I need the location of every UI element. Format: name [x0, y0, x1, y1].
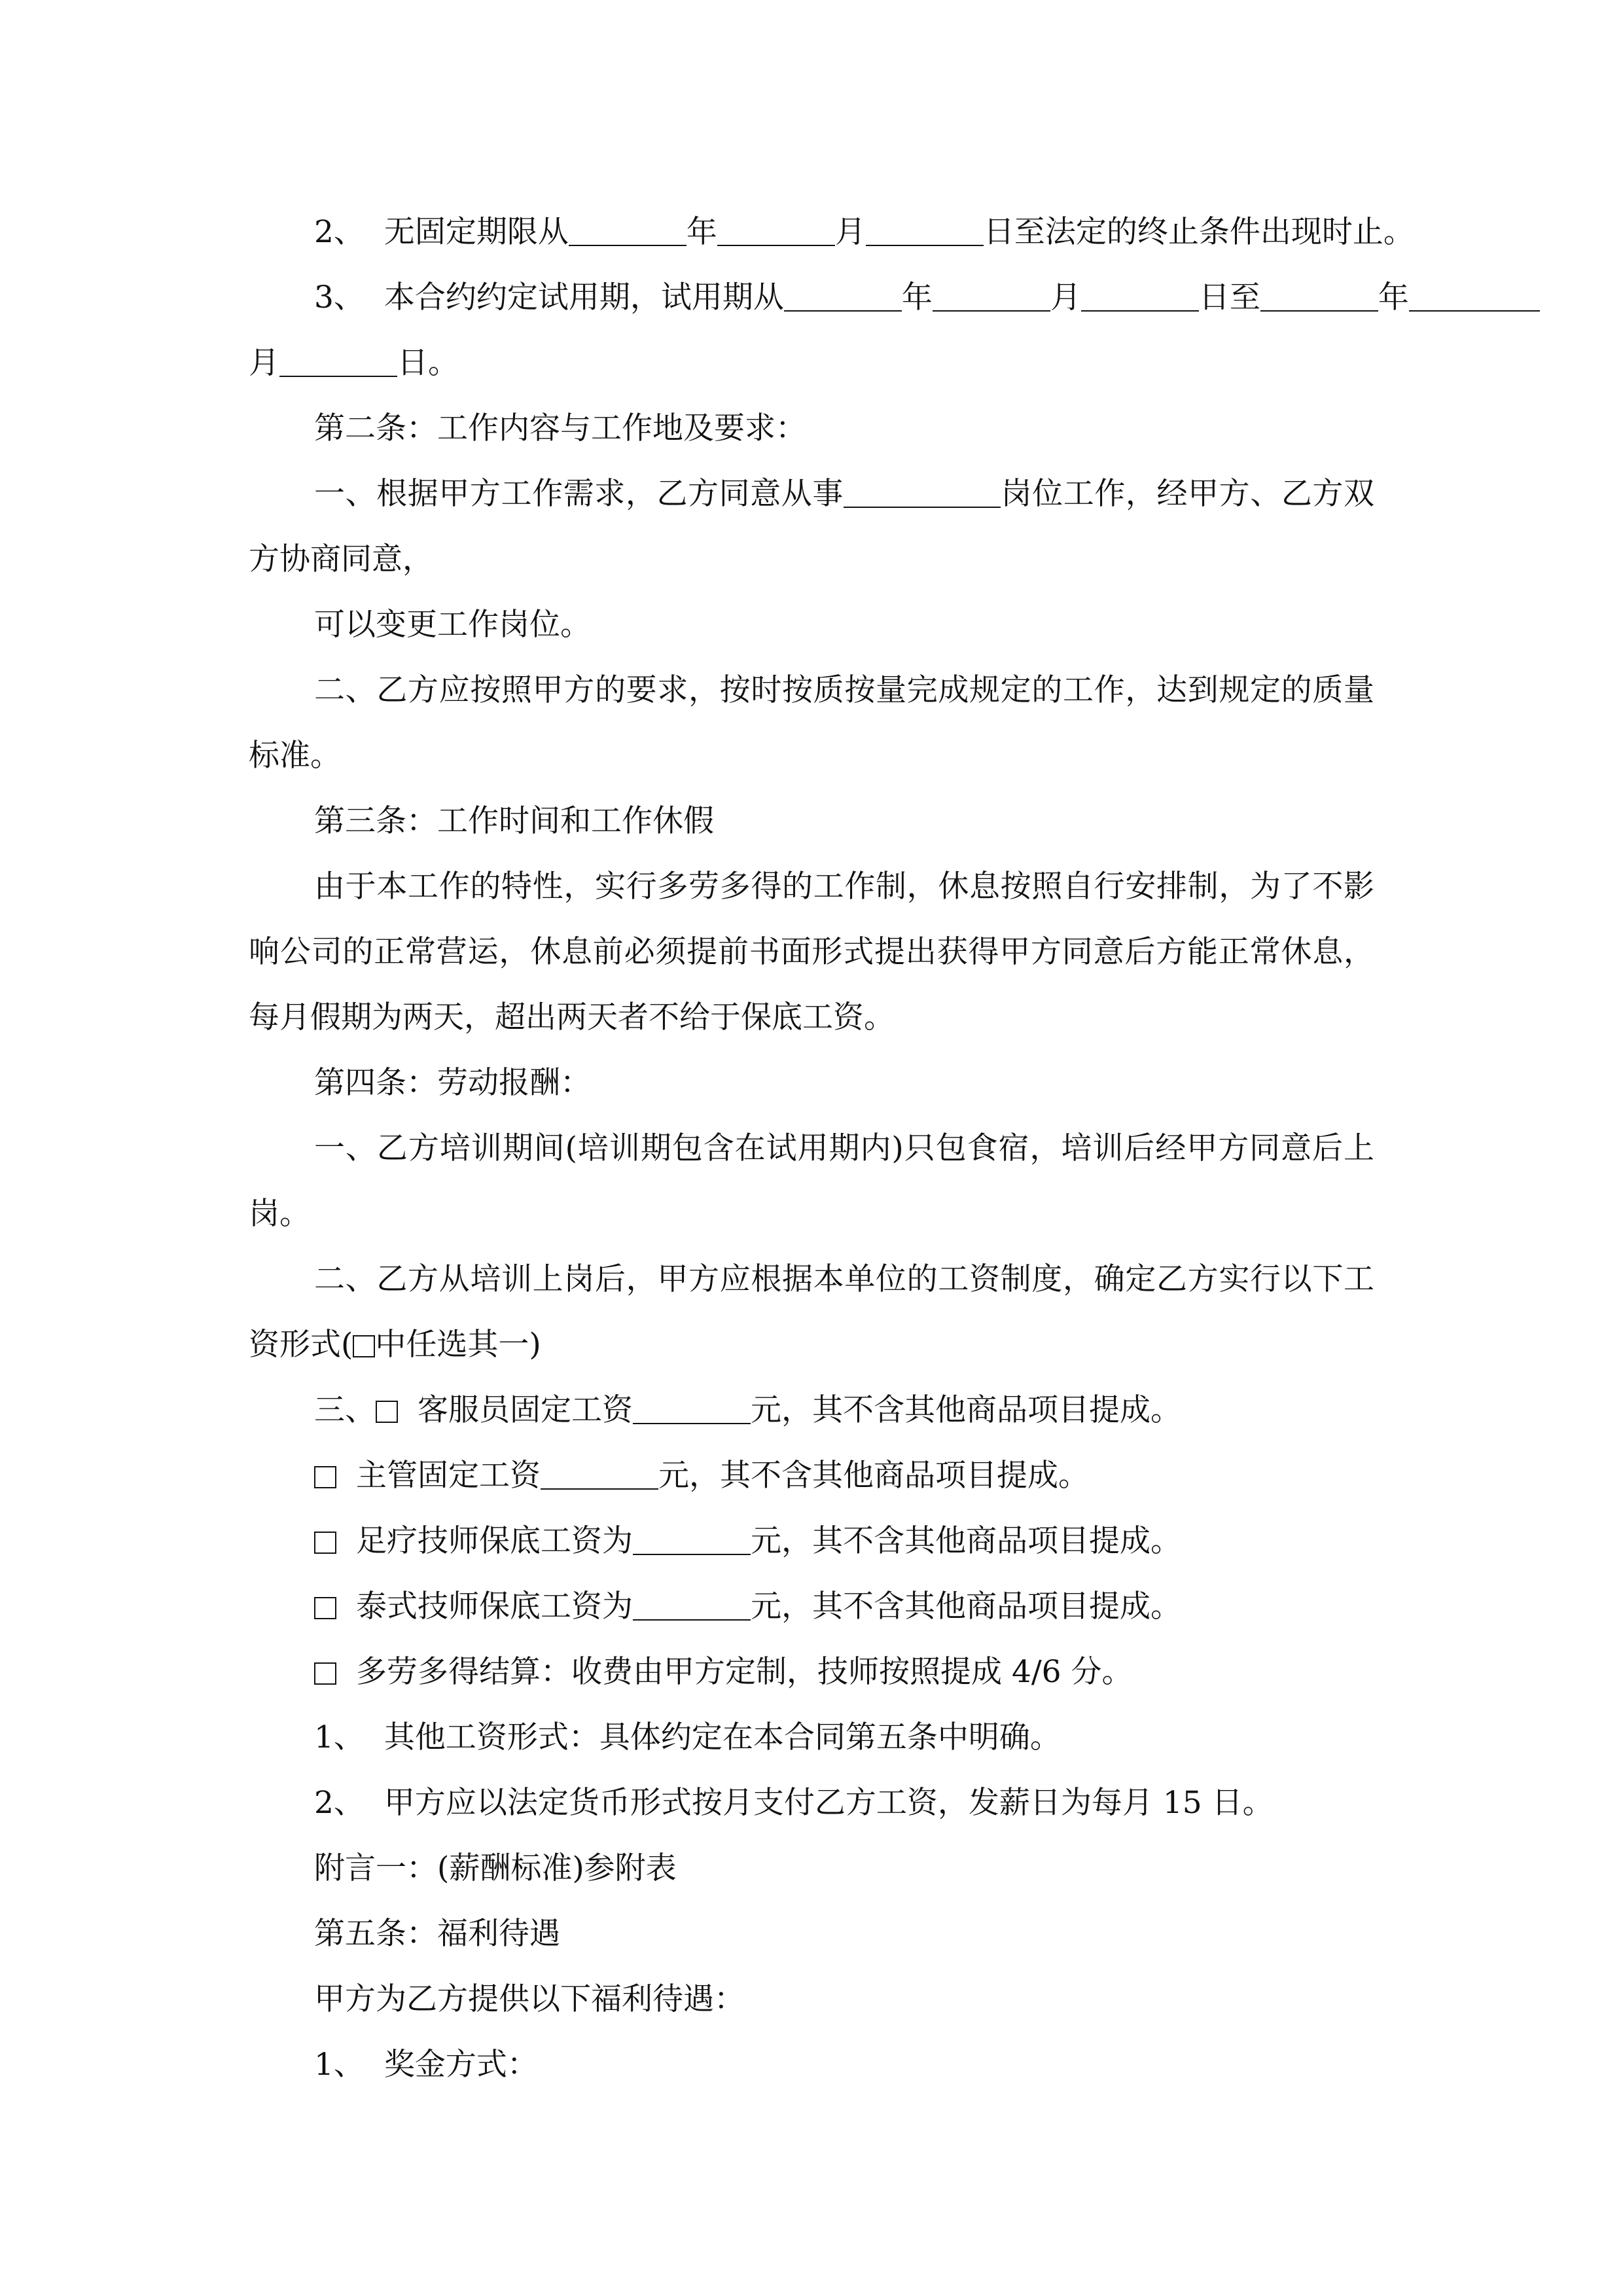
blank-field — [1081, 279, 1199, 312]
numbered-item-1 — [249, 1705, 1374, 1770]
article-3-body: 由于本工作的特性，实行多劳多得的工作制，休息按照自行安排制，为了不影响公司的正常营运，休息前必须提前书面形式提出获得甲方同意后方能正常休息，每月假期为两天，超出两天者不给于保底工资。 — [249, 869, 1374, 1035]
article-2-heading: 第二条：工作内容与工作地及要求： — [314, 410, 806, 446]
item-number: 1、 — [314, 2047, 365, 2083]
text: 月 — [834, 214, 866, 250]
text: 年 — [686, 214, 717, 250]
text: 其他工资形式：具体约定在本合同第五条中明确。 — [383, 1719, 1061, 1755]
text: 三、 — [314, 1392, 376, 1428]
blank-field — [1260, 279, 1378, 312]
text: 泰式技师保底工资为 — [356, 1588, 633, 1624]
text: 年 — [901, 279, 933, 315]
article-4-item-2 — [249, 1247, 1374, 1378]
text: 足疗技师保底工资为 — [356, 1523, 633, 1559]
blank-field — [784, 279, 902, 312]
blank-field — [933, 279, 1050, 312]
text: 客服员固定工资 — [418, 1392, 633, 1428]
text: 日。 — [397, 345, 459, 381]
checkbox-icon[interactable] — [314, 1662, 336, 1685]
blank-field — [541, 1458, 658, 1490]
blank-field — [1409, 279, 1540, 312]
text: 主管固定工资 — [356, 1458, 541, 1494]
salary-option-5 — [249, 1640, 1374, 1705]
text: 日至 — [1198, 279, 1260, 315]
clause-3-probation-cont — [249, 331, 1374, 396]
blank-field — [569, 214, 687, 246]
text: 中任选其一) — [375, 1327, 541, 1363]
appendix-note: 附言一：(薪酬标准)参附表 — [314, 1850, 677, 1886]
text: 元，其不含其他商品项目提成。 — [751, 1392, 1181, 1428]
blank-field — [866, 214, 984, 246]
blank-field — [633, 1588, 751, 1621]
salary-option-1 — [249, 1378, 1374, 1443]
text: 二、乙方从培训上岗后，甲方应根据本单位的工资制度，确定乙方实行以下工资形式( — [249, 1261, 1374, 1363]
text: 元，其不含其他商品项目提成。 — [751, 1523, 1181, 1559]
item-number: 2、 — [314, 214, 365, 250]
salary-option-3 — [249, 1509, 1374, 1574]
text: 日至法定的终止条件出现时止。 — [983, 214, 1414, 250]
article-4-item-1: 一、乙方培训期间(培训期包含在试用期内)只包食宿，培训后经甲方同意后上岗。 — [249, 1130, 1374, 1232]
checkbox-icon[interactable] — [314, 1466, 336, 1488]
text: 无固定期限从 — [383, 214, 569, 250]
article-5-body: 甲方为乙方提供以下福利待遇： — [314, 1981, 745, 2017]
text: 本合约约定试用期，试用期从 — [383, 279, 784, 315]
text: 元，其不含其他商品项目提成。 — [658, 1458, 1089, 1494]
blank-field — [633, 1523, 751, 1555]
blank-field — [844, 476, 1001, 508]
text: 甲方应以法定货币形式按月支付乙方工资，发薪日为每月 15 日。 — [383, 1785, 1274, 1821]
article-4-heading: 第四条：劳动报酬： — [314, 1065, 591, 1101]
article-3-heading: 第三条：工作时间和工作休假 — [314, 803, 714, 839]
salary-option-2 — [249, 1443, 1374, 1509]
item-number: 3、 — [314, 279, 365, 315]
blank-field — [717, 214, 835, 246]
checkbox-icon[interactable] — [314, 1597, 336, 1619]
clause-2-open-term — [249, 200, 1414, 265]
text: 月 — [1050, 279, 1081, 315]
clause-3-probation — [249, 265, 1409, 331]
item-number: 1、 — [314, 1719, 365, 1755]
checkbox-icon[interactable] — [376, 1401, 398, 1423]
article-2-item-1-cont: 可以变更工作岗位。 — [314, 607, 591, 643]
article-2-item-1 — [249, 461, 1374, 592]
numbered-item-2 — [249, 1770, 1374, 1836]
text: 岗位工作，经甲方、乙方双方协商同意， — [249, 476, 1375, 577]
checkbox-icon — [353, 1335, 375, 1357]
numbered-item-bonus — [249, 2032, 1374, 2098]
text: 一、根据甲方工作需求，乙方同意从事 — [314, 476, 844, 512]
article-5-heading: 第五条：福利待遇 — [314, 1916, 560, 1952]
salary-option-4 — [249, 1574, 1374, 1640]
blank-field — [279, 345, 397, 377]
blank-field — [633, 1392, 751, 1424]
article-2-item-2: 二、乙方应按照甲方的要求，按时按质按量完成规定的工作，达到规定的质量标准。 — [249, 672, 1374, 774]
item-number: 2、 — [314, 1785, 365, 1821]
text: 月 — [249, 345, 279, 381]
checkbox-icon[interactable] — [314, 1532, 336, 1554]
text: 元，其不含其他商品项目提成。 — [751, 1588, 1181, 1624]
text: 奖金方式： — [383, 2047, 538, 2083]
text: 多劳多得结算：收费由甲方定制，技师按照提成 4/6 分。 — [356, 1654, 1133, 1690]
text: 年 — [1378, 279, 1409, 315]
